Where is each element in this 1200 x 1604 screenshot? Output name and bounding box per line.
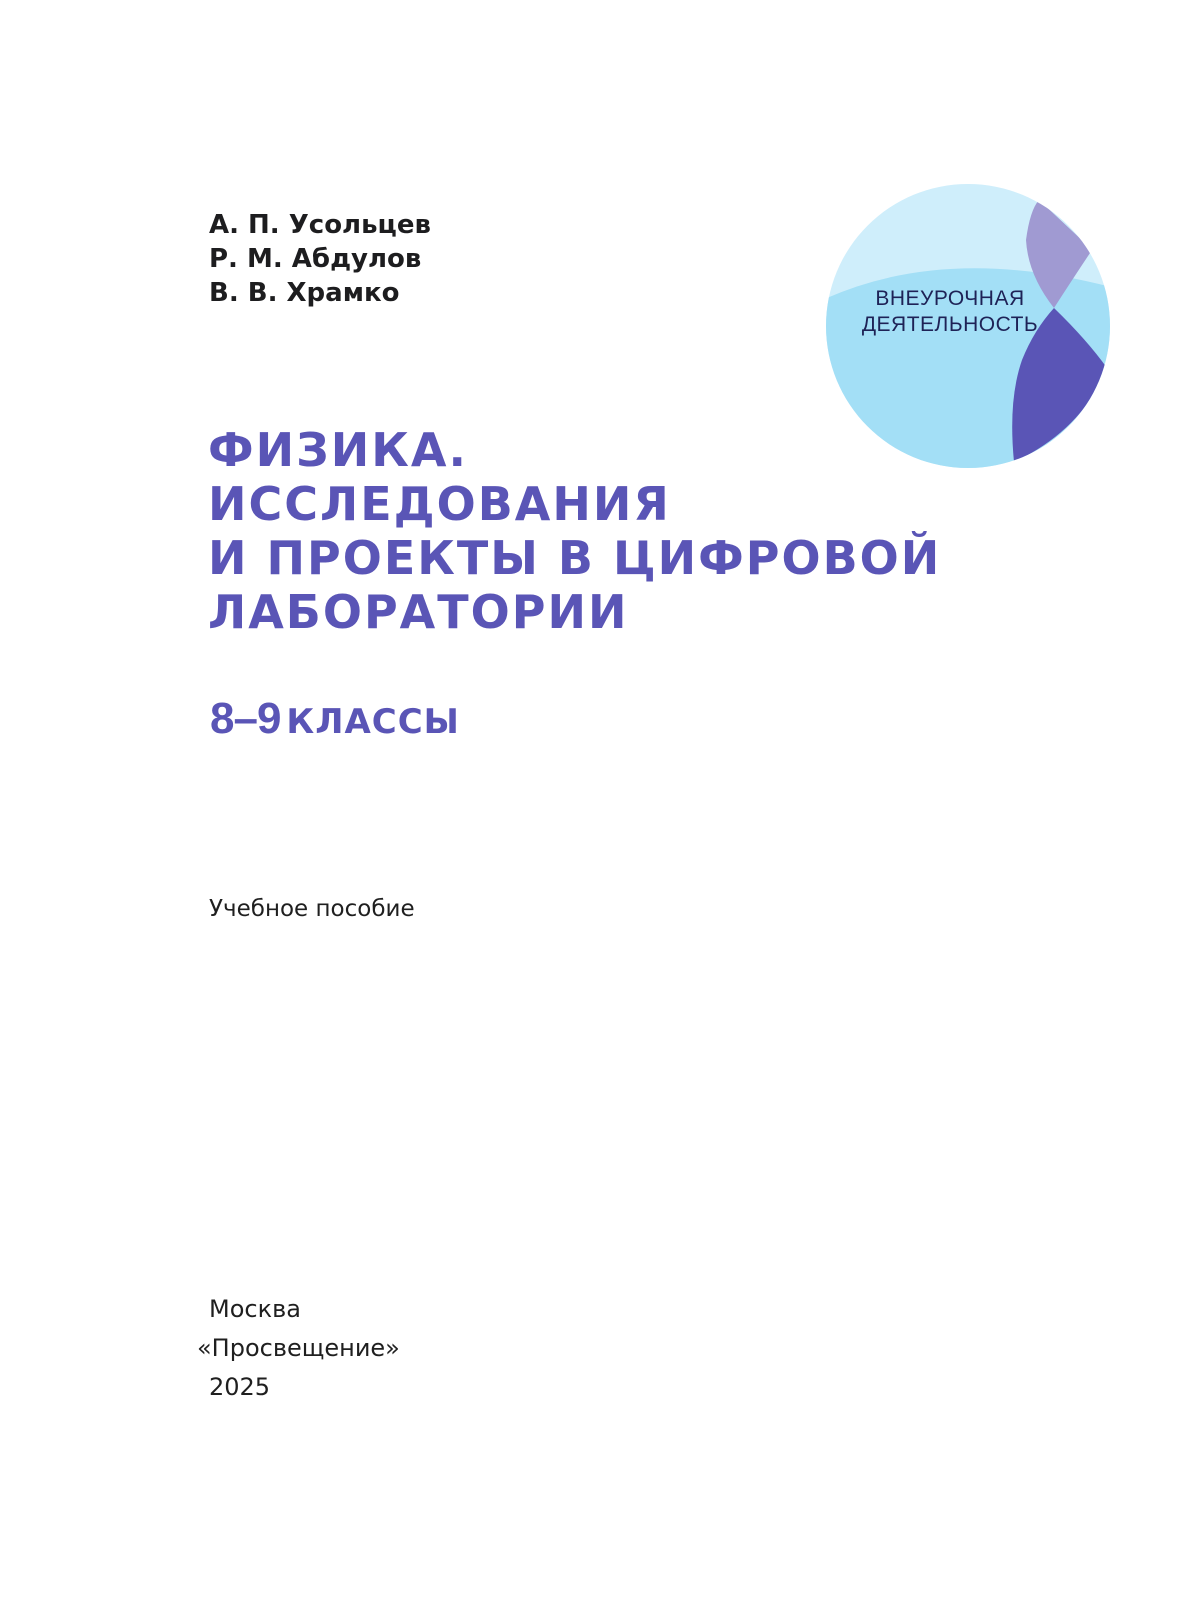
authors-list: [209, 208, 431, 310]
grade-word: КЛАССЫ: [286, 702, 460, 742]
badge-label-line: ВНЕУРОЧНАЯ: [875, 287, 1025, 310]
imprint-year: 2025: [209, 1373, 271, 1401]
title-line: ЛАБОРАТОРИИ: [208, 585, 629, 639]
imprint-city: Москва: [209, 1295, 301, 1323]
book-type: Учебное пособие: [209, 896, 415, 922]
publisher-imprint: [197, 1290, 400, 1407]
author-name: А. П. Усольцев: [209, 210, 431, 240]
badge-label-line: ДЕЯТЕЛЬНОСТЬ: [861, 313, 1039, 336]
author-name: В. В. Храмко: [209, 278, 400, 308]
title-line: ИССЛЕДОВАНИЯ: [208, 477, 671, 531]
title-line: И ПРОЕКТЫ В ЦИФРОВОЙ: [208, 531, 942, 585]
imprint-publisher: «Просвещение»: [197, 1334, 400, 1362]
title-line: ФИЗИКА.: [208, 423, 468, 477]
grade-numbers: 8–9: [210, 694, 281, 743]
book-title: [208, 423, 941, 639]
badge-label: [822, 286, 1078, 338]
grade-level: [210, 694, 460, 744]
author-name: Р. М. Абдулов: [209, 244, 422, 274]
